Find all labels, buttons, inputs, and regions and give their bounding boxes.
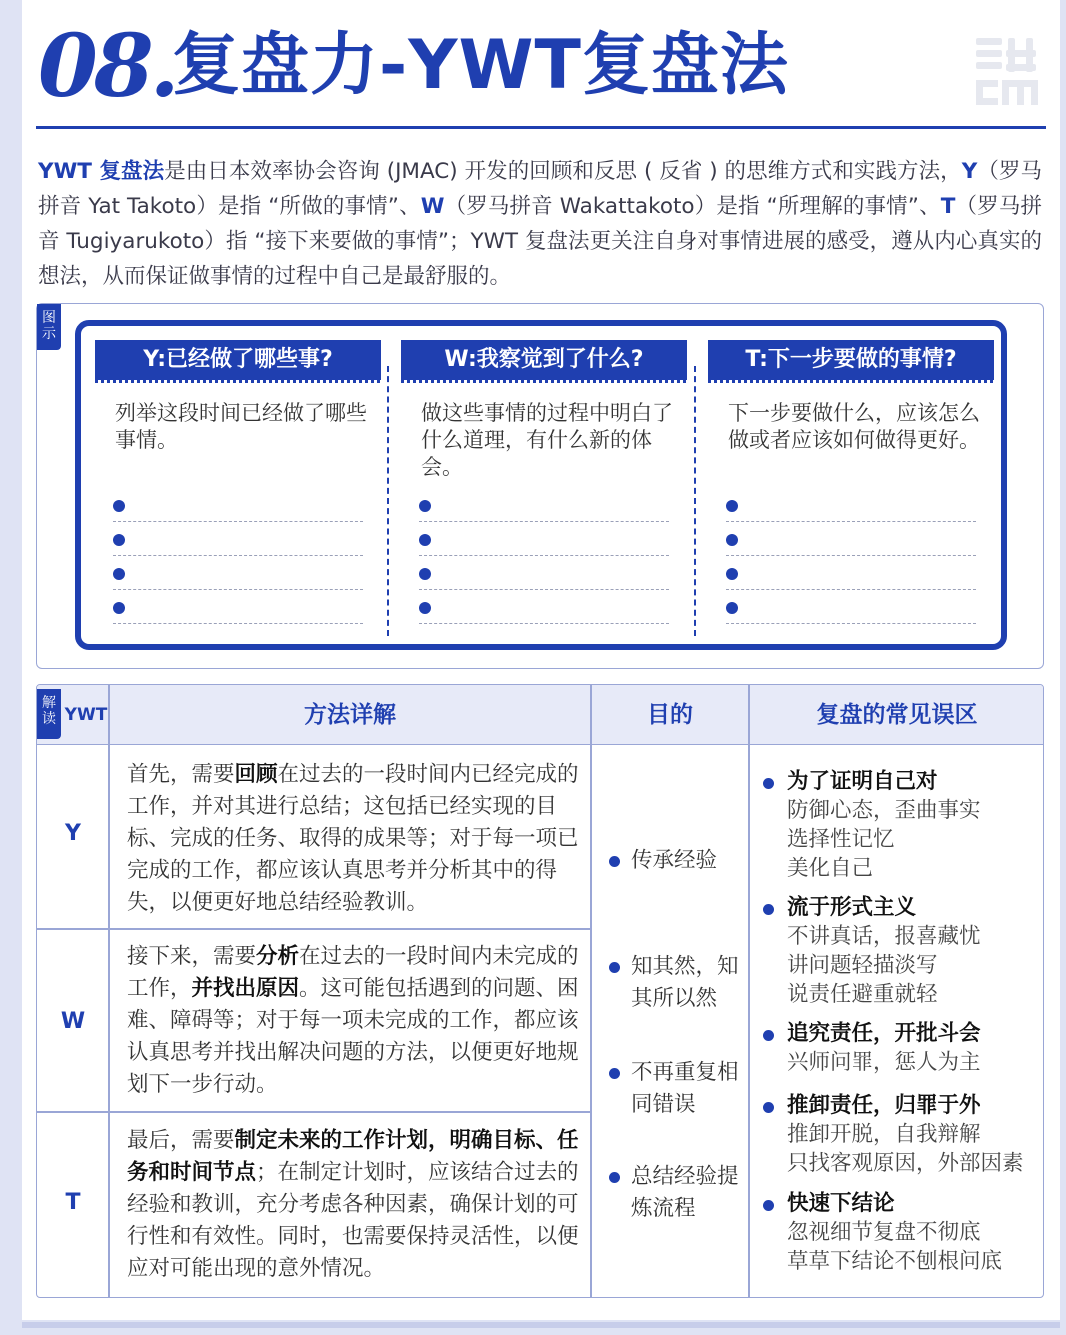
- blank-line: [113, 556, 363, 590]
- method-detail-y: [127, 759, 587, 919]
- bullet-icon: [763, 778, 774, 789]
- section-number: 08.: [38, 16, 176, 117]
- detail-text: 。这可能包括遇到的问题、困难、障碍等；对于每一项未完成的工作，都应该认真思考并找出解决问题的方法，以便更好地规划下一步行动。: [127, 976, 579, 1097]
- purpose-item: [609, 845, 749, 877]
- grid-line: [590, 685, 592, 1298]
- column-divider: [694, 366, 696, 636]
- bullet-icon: [609, 1172, 620, 1183]
- bullet-icon: [763, 1102, 774, 1113]
- bullet-icon: [419, 500, 431, 512]
- detail-text: 接下来，需要: [127, 944, 257, 969]
- misconception-line: 推卸开脱，自我辩解: [787, 1122, 981, 1147]
- intro-text-2: （罗马拼音 Yat Takoto）是指 “所做的事情”、: [38, 159, 1042, 219]
- column-heading: Y:已经做了哪些事?: [95, 340, 381, 380]
- misconception-item: [763, 1189, 1033, 1276]
- bullet-icon: [113, 568, 125, 580]
- diagram-frame: [75, 320, 1007, 650]
- column-heading: T:下一步要做的事情?: [708, 340, 994, 380]
- blank-line: [726, 488, 976, 522]
- table-header: [37, 685, 1043, 745]
- misconception-title: 流于形式主义: [787, 895, 917, 920]
- purpose-item: [609, 951, 749, 1015]
- blank-line: [419, 522, 669, 556]
- diagram-panel: [36, 303, 1044, 669]
- page-title: 复盘力-YWT复盘法: [172, 26, 789, 105]
- page-sheet: [22, 0, 1060, 1320]
- diagram-column-w: [401, 340, 687, 636]
- misconception-item: [763, 1091, 1033, 1178]
- misconception-line: 忽视细节复盘不彻底: [787, 1220, 981, 1245]
- bullet-icon: [726, 602, 738, 614]
- column-divider: [387, 366, 389, 636]
- page-bottom-rule: [22, 1322, 1060, 1328]
- bullet-icon: [609, 856, 620, 867]
- detail-text: 首先，需要: [127, 762, 235, 787]
- column-description: 做这些事情的过程中明白了什么道理，有什么新的体会。: [421, 401, 673, 479]
- misconception-title: 快速下结论: [787, 1191, 895, 1216]
- detail-text: 在过去的一段时间内未完成的工作，: [127, 944, 579, 1001]
- bullet-icon: [763, 1030, 774, 1041]
- table-tag: 解读: [37, 689, 61, 739]
- bullet-icon: [419, 602, 431, 614]
- detail-bold: 制定未来的工作计划，明确目标、任务和时间节点: [127, 1128, 579, 1185]
- blank-line: [419, 590, 669, 624]
- detail-text: 在过去的一段时间内已经完成的工作，并对其进行总结；这包括已经实现的目标、完成的任务、取得的成果等；对于每一项已完成的工作，都应该认真思考并分析其中的得失，以便更好地总结经验教训。: [127, 762, 579, 915]
- bullet-icon: [419, 534, 431, 546]
- diagram-tag: 图示: [37, 304, 61, 350]
- bullet-icon: [726, 534, 738, 546]
- bullet-icon: [113, 500, 125, 512]
- bullet-icon: [113, 602, 125, 614]
- column-heading: W:我察觉到了什么?: [401, 340, 687, 380]
- misconception-line: 说责任避重就轻: [787, 982, 938, 1007]
- misconception-line: 兴师问罪，惩人为主: [787, 1050, 981, 1075]
- bullet-icon: [726, 500, 738, 512]
- header-divider: [36, 126, 1046, 129]
- misconception-line: 选择性记忆: [787, 827, 895, 852]
- method-detail-w: [127, 941, 587, 1101]
- blank-line: [113, 488, 363, 522]
- column-description: 下一步要做什么，应该怎么做或者应该如何做得更好。: [728, 401, 980, 452]
- column-description: 列举这段时间已经做了哪些事情。: [115, 401, 367, 452]
- intro-bold-ywt: YWT 复盘法: [38, 159, 165, 184]
- purpose-text: 不再重复相同错误: [631, 1060, 739, 1117]
- bullet-icon: [113, 534, 125, 546]
- detail-bold: 并找出原因: [191, 976, 300, 1001]
- misconception-item: [763, 893, 1033, 1009]
- blank-line: [726, 522, 976, 556]
- misconception-line: 防御心态，歪曲事实: [787, 798, 981, 823]
- detail-bold: 回顾: [234, 762, 278, 787]
- purpose-text: 传承经验: [631, 848, 718, 873]
- grid-line: [37, 1111, 590, 1113]
- header: [22, 0, 1060, 125]
- header-purpose: 目的: [647, 702, 693, 728]
- misconception-line: 只找客观原因，外部因素: [787, 1151, 1024, 1176]
- misconception-title: 追究责任，开批斗会: [787, 1021, 981, 1046]
- diagram-column-t: [708, 340, 994, 636]
- bullet-icon: [763, 1200, 774, 1211]
- bullet-icon: [763, 904, 774, 915]
- intro-bold-y: Y: [961, 159, 978, 184]
- intro-paragraph: [38, 154, 1042, 294]
- bullet-icon: [419, 568, 431, 580]
- header-method: 方法详解: [304, 702, 396, 728]
- misconception-line: 不讲真话，报喜藏忧: [787, 924, 981, 949]
- misconception-item: [763, 767, 1033, 883]
- purpose-item: [609, 1161, 749, 1225]
- ywt-table: [36, 684, 1044, 1298]
- row-label-w: W: [60, 1009, 86, 1034]
- purpose-item: [609, 1057, 749, 1121]
- header-ywt: YWT: [64, 705, 108, 725]
- intro-text-4: （罗马拼音 Tugiyarukoto）指 “接下来要做的事情”；YWT 复盘法更关注自身对事情进展的感受，遵从内心真实的想法，从而保证做事情的过程中自己是最舒服的。: [38, 194, 1042, 289]
- row-label-t: T: [65, 1190, 81, 1215]
- intro-text-1: 是由日本效率协会咨询 (JMAC) 开发的回顾和反思 ( 反省 ) 的思维方式和实践方法，: [164, 159, 962, 184]
- intro-text-3: （罗马拼音 Wakattakoto）是指 “所理解的事情”、: [444, 194, 941, 219]
- blank-line: [726, 556, 976, 590]
- diagram-column-y: [95, 340, 381, 636]
- purpose-text: 知其然，知其所以然: [631, 954, 739, 1011]
- detail-text: ；在制定计划时，应该结合过去的经验和教训，充分考虑各种因素，确保计划的可行性和有效性。同时，也需要保持灵活性，以便应对可能出现的意外情况。: [127, 1160, 579, 1281]
- detail-text: 最后，需要: [127, 1128, 235, 1153]
- bullet-icon: [609, 1068, 620, 1079]
- blank-line: [113, 590, 363, 624]
- brand-logo: [972, 36, 1042, 108]
- bullet-icon: [609, 962, 620, 973]
- misconception-line: 草草下结论不刨根问底: [787, 1249, 1003, 1274]
- method-detail-t: [127, 1125, 587, 1285]
- misconception-line: 美化自己: [787, 856, 874, 881]
- detail-bold: 分析: [256, 944, 300, 969]
- header-misconceptions: 复盘的常见误区: [816, 702, 978, 728]
- intro-bold-w: W: [420, 194, 445, 219]
- bullet-icon: [726, 568, 738, 580]
- grid-line: [37, 928, 590, 930]
- purpose-text: 总结经验提炼流程: [631, 1164, 739, 1221]
- misconception-item: [763, 1019, 1033, 1077]
- blank-line: [113, 522, 363, 556]
- misconception-title: 推卸责任，归罪于外: [787, 1093, 981, 1118]
- blank-line: [419, 488, 669, 522]
- intro-bold-t: T: [940, 194, 956, 219]
- blank-line: [419, 556, 669, 590]
- misconception-title: 为了证明自己对: [787, 769, 938, 794]
- blank-line: [726, 590, 976, 624]
- misconception-line: 讲问题轻描淡写: [787, 953, 938, 978]
- row-label-y: Y: [65, 821, 81, 846]
